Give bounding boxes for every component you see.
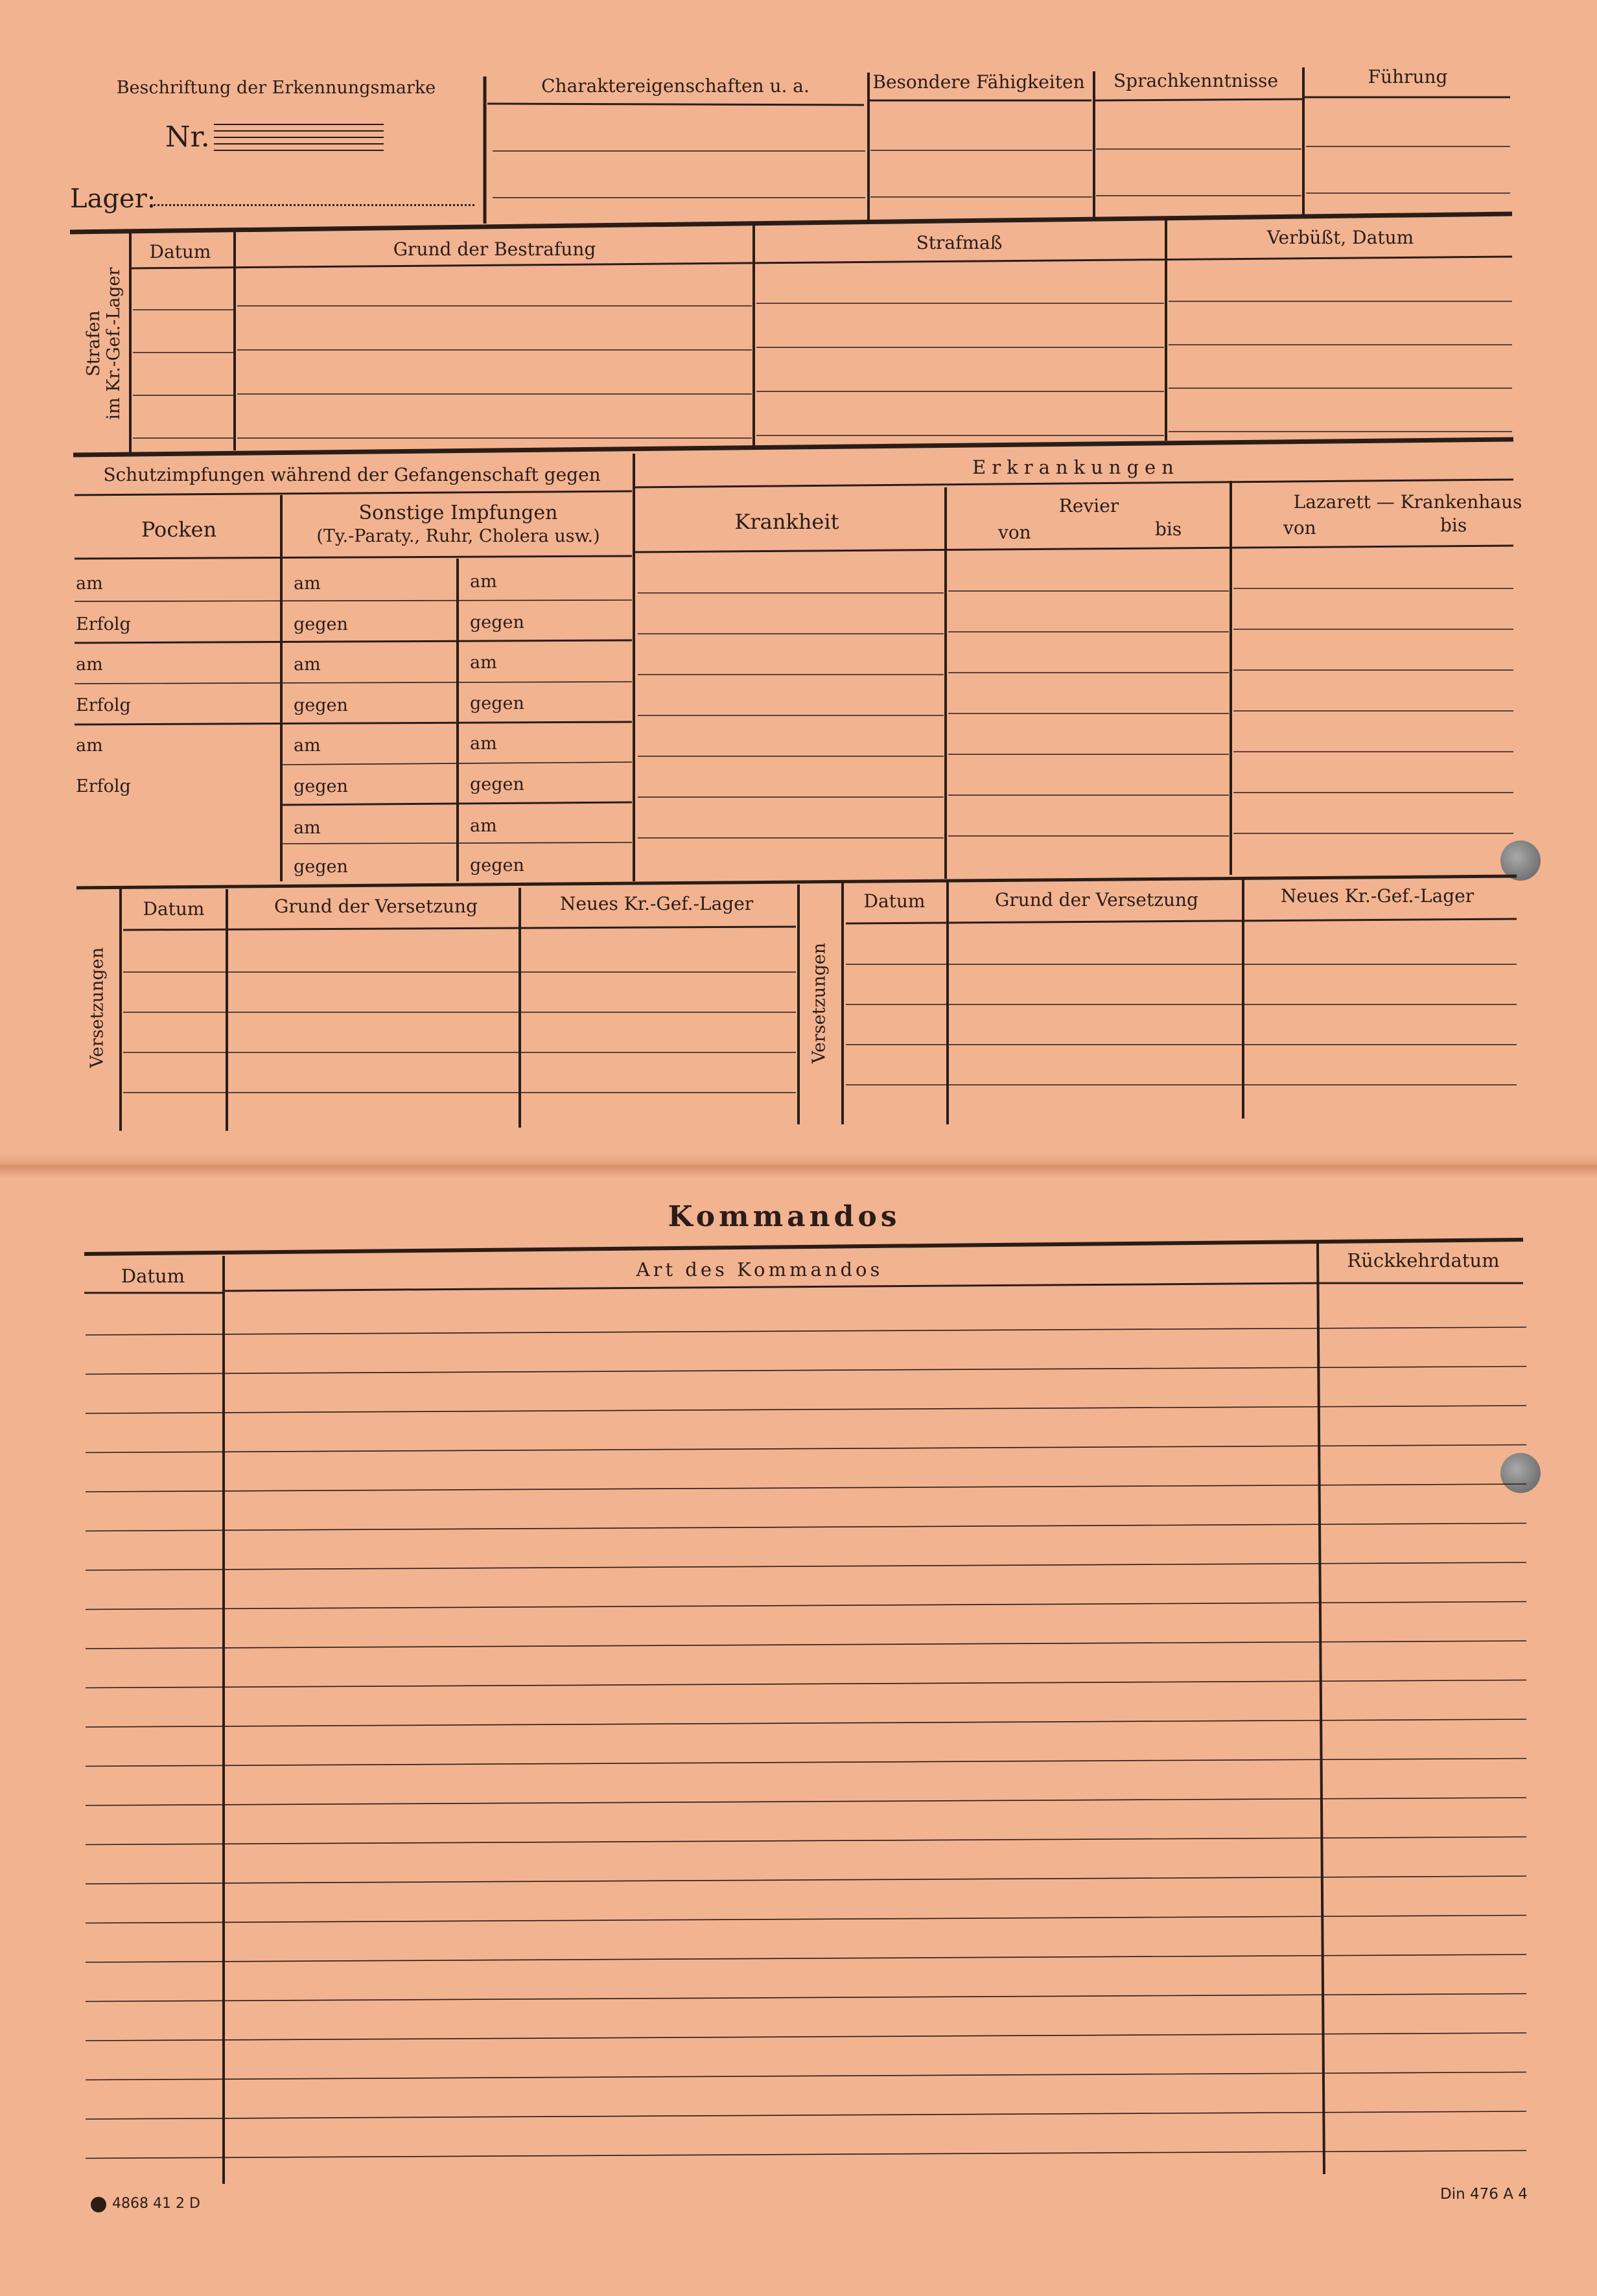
sonst1-gegen-4: gegen xyxy=(294,857,348,877)
kommandos-col-art: Art des Kommandos xyxy=(636,1258,883,1281)
vers-header-rule xyxy=(123,927,796,930)
strafen-col-datum: Datum xyxy=(149,241,211,262)
sonst2-gegen-3: gegen xyxy=(470,774,524,794)
impf-row xyxy=(75,600,632,601)
kommandos-row xyxy=(86,1524,1526,1531)
kommandos-row xyxy=(86,2033,1526,2041)
sonst1-am-4: am xyxy=(294,818,321,838)
sonst1-gegen-1: gegen xyxy=(294,614,348,634)
sonst2-gegen-4: gegen xyxy=(470,855,524,875)
header-rule xyxy=(1095,99,1303,100)
sonst2-gegen-2: gegen xyxy=(470,693,524,713)
erkennungsmarke-label: Beschriftung der Erkennungsmarke xyxy=(116,78,436,98)
krankheit-label: Krankheit xyxy=(734,509,839,534)
lazarett-bis: bis xyxy=(1440,515,1467,536)
vers-right-col-lager: Neues Kr.-Gef.-Lager xyxy=(1280,885,1475,907)
lazarett-von: von xyxy=(1283,517,1316,539)
sonst2-am-4: am xyxy=(470,816,497,836)
strafen-side-label: Strafen im Kr.-Gef.-Lager xyxy=(83,267,124,420)
kommandos-row xyxy=(86,1641,1526,1649)
din-label: Din 476 A 4 xyxy=(1440,2186,1528,2203)
lazarett-label: Lazarett — Krankenhaus xyxy=(1293,491,1522,513)
kommandos-row xyxy=(86,1954,1526,1962)
sonst1-am-3: am xyxy=(294,736,321,756)
pocken-am-3: am xyxy=(76,736,103,756)
pocken-erfolg-3: Erfolg xyxy=(76,776,131,796)
strafen-header-rule xyxy=(132,257,1512,268)
strafen-col-verbuesst: Verbüßt, Datum xyxy=(1266,227,1414,248)
nr-label: Nr. xyxy=(165,121,210,154)
col-fuehrung: Führung xyxy=(1368,66,1448,87)
sonst2-gegen-1: gegen xyxy=(470,612,524,632)
impf-row-rule xyxy=(75,556,632,559)
strafen-col-strafmass: Strafmaß xyxy=(916,232,1003,253)
kommandos-row xyxy=(86,1719,1526,1727)
kommandos-row xyxy=(86,1406,1526,1413)
kommandos-row xyxy=(86,1367,1526,1374)
kommandos-row xyxy=(86,1798,1526,1805)
print-code: 4868 41 2 D xyxy=(112,2196,200,2212)
vers-top-rule xyxy=(76,876,1517,888)
impf-row xyxy=(283,842,632,844)
kommandos-row xyxy=(86,1837,1526,1845)
versetzungen-side-label-right: Versetzungen xyxy=(809,942,830,1064)
sonstige-sub: (Ty.-Paraty., Ruhr, Cholera usw.) xyxy=(316,526,600,546)
vers-right-col-grund: Grund der Versetzung xyxy=(995,889,1198,910)
strafen-bottom-rule xyxy=(73,439,1513,455)
vers-left-col-lager: Neues Kr.-Gef.-Lager xyxy=(559,893,754,914)
kommandos-header-rule xyxy=(224,1283,1319,1291)
kommandos-row xyxy=(86,1876,1526,1884)
impfungen-title: Schutzimpfungen während der Gefangenschaft gegen xyxy=(103,464,601,485)
pocken-label: Pocken xyxy=(141,517,217,542)
pocken-am-1: am xyxy=(76,574,103,594)
col-charakter: Charaktereigenschaften u. a. xyxy=(541,75,810,97)
erk-header-rule-2 xyxy=(635,546,1513,552)
kommandos-row xyxy=(86,1994,1526,2002)
kommandos-row xyxy=(86,1484,1526,1492)
pocken-am-2: am xyxy=(76,655,103,675)
kommandos-row xyxy=(86,2151,1526,2159)
kommandos-row xyxy=(86,2072,1526,2080)
sonst2-am-1: am xyxy=(470,572,497,592)
impf-row xyxy=(75,682,632,684)
sonst1-gegen-2: gegen xyxy=(294,695,348,715)
impf-row-rule xyxy=(283,802,632,805)
header-rule xyxy=(487,104,864,105)
col-faehigkeiten: Besondere Fähigkeiten xyxy=(872,71,1085,93)
sonst1-am-2: am xyxy=(294,655,321,675)
kommandos-col-datum: Datum xyxy=(121,1265,185,1287)
sonst2-am-2: am xyxy=(470,653,497,673)
vers-right-col-datum: Datum xyxy=(863,890,926,912)
kommandos-row xyxy=(86,1680,1526,1688)
vers-left-col-grund: Grund der Versetzung xyxy=(274,896,478,917)
lager-label: Lager: xyxy=(70,184,156,214)
col-sprachkenntnisse: Sprachkenntnisse xyxy=(1113,70,1279,91)
kommandos-row xyxy=(86,1602,1526,1610)
kommandos-row xyxy=(86,1759,1526,1767)
kommandos-title: Kommandos xyxy=(668,1200,901,1233)
pocken-erfolg-2: Erfolg xyxy=(76,695,131,715)
sonst1-am-1: am xyxy=(294,574,321,594)
revier-label: Revier xyxy=(1058,495,1119,516)
kommandos-row xyxy=(86,2111,1526,2119)
impf-header-rule xyxy=(75,491,632,495)
erk-header-rule xyxy=(635,480,1513,487)
sonst1-gegen-3: gegen xyxy=(294,776,348,796)
sonst2-am-3: am xyxy=(470,734,497,754)
header-bottom-rule xyxy=(70,214,1512,232)
kommandos-row xyxy=(86,1327,1526,1335)
pocken-erfolg-1: Erfolg xyxy=(76,614,131,634)
kommandos-col-rueckkehr: Rückkehrdatum xyxy=(1347,1249,1500,1271)
revier-bis: bis xyxy=(1155,518,1182,540)
kommandos-row xyxy=(86,1445,1526,1453)
erkrankungen-title: Erkrankungen xyxy=(972,456,1180,478)
vers-left-col-datum: Datum xyxy=(143,898,205,920)
revier-von: von xyxy=(998,522,1031,543)
versetzungen-side-label-left: Versetzungen xyxy=(87,947,108,1069)
strafen-col-grund: Grund der Bestrafung xyxy=(393,238,596,260)
sonstige-label: Sonstige Impfungen xyxy=(358,502,558,524)
impf-row-rule xyxy=(75,722,632,725)
kommandos-top-rule xyxy=(84,1240,1523,1254)
impf-row-rule xyxy=(75,640,632,643)
kommandos-row xyxy=(86,1916,1526,1923)
kommandos-row xyxy=(86,1562,1526,1570)
